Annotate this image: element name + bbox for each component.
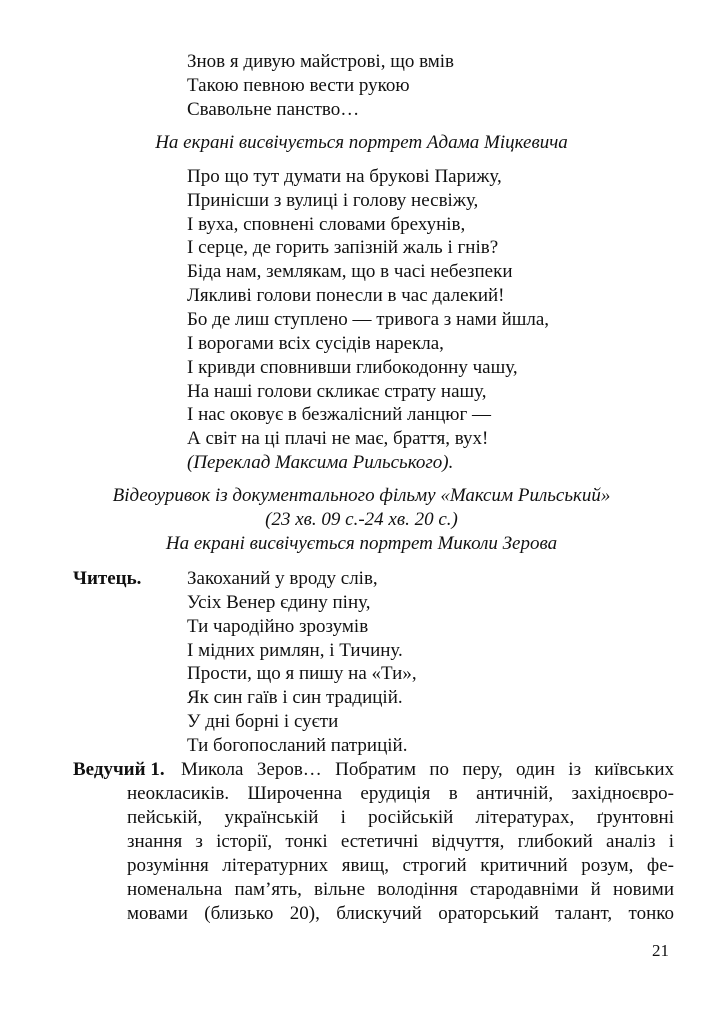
paragraph-line: номенальна пам’ять, вільне володіння стародавніми й новими <box>127 879 674 900</box>
poem-line: Свавольне панство… <box>187 99 360 120</box>
translation-credit: (Переклад Максима Рильського). <box>187 452 454 473</box>
poem-line: І кривди сповнивши глибокодонну чашу, <box>187 357 518 378</box>
poem-line: І ворогами всіх сусідів нарекла, <box>187 333 444 354</box>
poem-line: І серце, де горить запізній жаль і гнів? <box>187 237 499 258</box>
stage-direction-zerov: На екрані висвічується портрет Миколи Зерова <box>165 533 558 554</box>
paragraph-line: Микола Зеров… Побратим по перу, один із київських <box>181 759 674 780</box>
paragraph-line: розуміння літературних явищ, строгий критичний розум, фе- <box>127 855 674 876</box>
poem-line: Закоханий у вроду слів, <box>187 568 378 589</box>
speaker-label-host: Ведучий 1. <box>73 759 165 780</box>
poem-line: Такою певною вести рукою <box>187 75 410 96</box>
poem-line: А світ на ці плачі не має, браття, вух! <box>187 428 489 449</box>
poem-line: Прости, що я пишу на «Ти», <box>187 663 417 684</box>
stage-direction-mickiewicz: На екрані висвічується портрет Адама Міцкевича <box>155 132 568 153</box>
paragraph-line: пейській, українській і російській літературах, ґрунтовні <box>127 807 674 828</box>
poem-line: Як син гаїв і син традицій. <box>187 687 403 708</box>
poem-line: Бо де лиш ступлено — тривога з нами йшла, <box>187 309 550 330</box>
paragraph-line: мовами (близько 20), блискучий ораторський талант, тонко <box>127 903 674 924</box>
poem-line: Ти богопосланий патрицій. <box>187 735 408 756</box>
poem-line: Принісши з вулиці і голову несвіжу, <box>187 190 479 211</box>
poem-line: І вуха, сповнені словами брехунів, <box>187 214 466 235</box>
poem-line: Знов я дивую майстрові, що вмів <box>187 51 455 72</box>
video-note-timecode: (23 хв. 09 с.-24 хв. 20 с.) <box>265 509 458 530</box>
poem-line: Ти чародійно зрозумів <box>187 616 369 637</box>
paragraph-line: неокласиків. Широченна ерудиція в античній, західноєвро- <box>127 783 674 804</box>
paragraph-line: знання з історії, тонкі естетичні відчуття, глибокий аналіз і <box>127 831 674 852</box>
poem-line: Про що тут думати на брукові Парижу, <box>187 166 502 187</box>
video-note-title: Відеоуривок із документального фільму «Максим Рильський» <box>112 485 611 506</box>
poem-line: І мідних римлян, і Тичину. <box>187 640 403 661</box>
speaker-label-reader: Читець. <box>73 568 142 589</box>
poem-line: Усіх Венер єдину піну, <box>187 592 371 613</box>
poem-line: І нас оковує в безжалісний ланцюг — <box>187 404 491 425</box>
poem-line: Біда нам, землякам, що в часі небезпеки <box>187 261 513 282</box>
page-number: 21 <box>652 941 669 960</box>
poem-line: У дні борні і суєти <box>187 711 339 732</box>
poem-line: Лякливі голови понесли в час далекий! <box>187 285 505 306</box>
poem-line: На наші голови скликає страту нашу, <box>187 381 487 402</box>
